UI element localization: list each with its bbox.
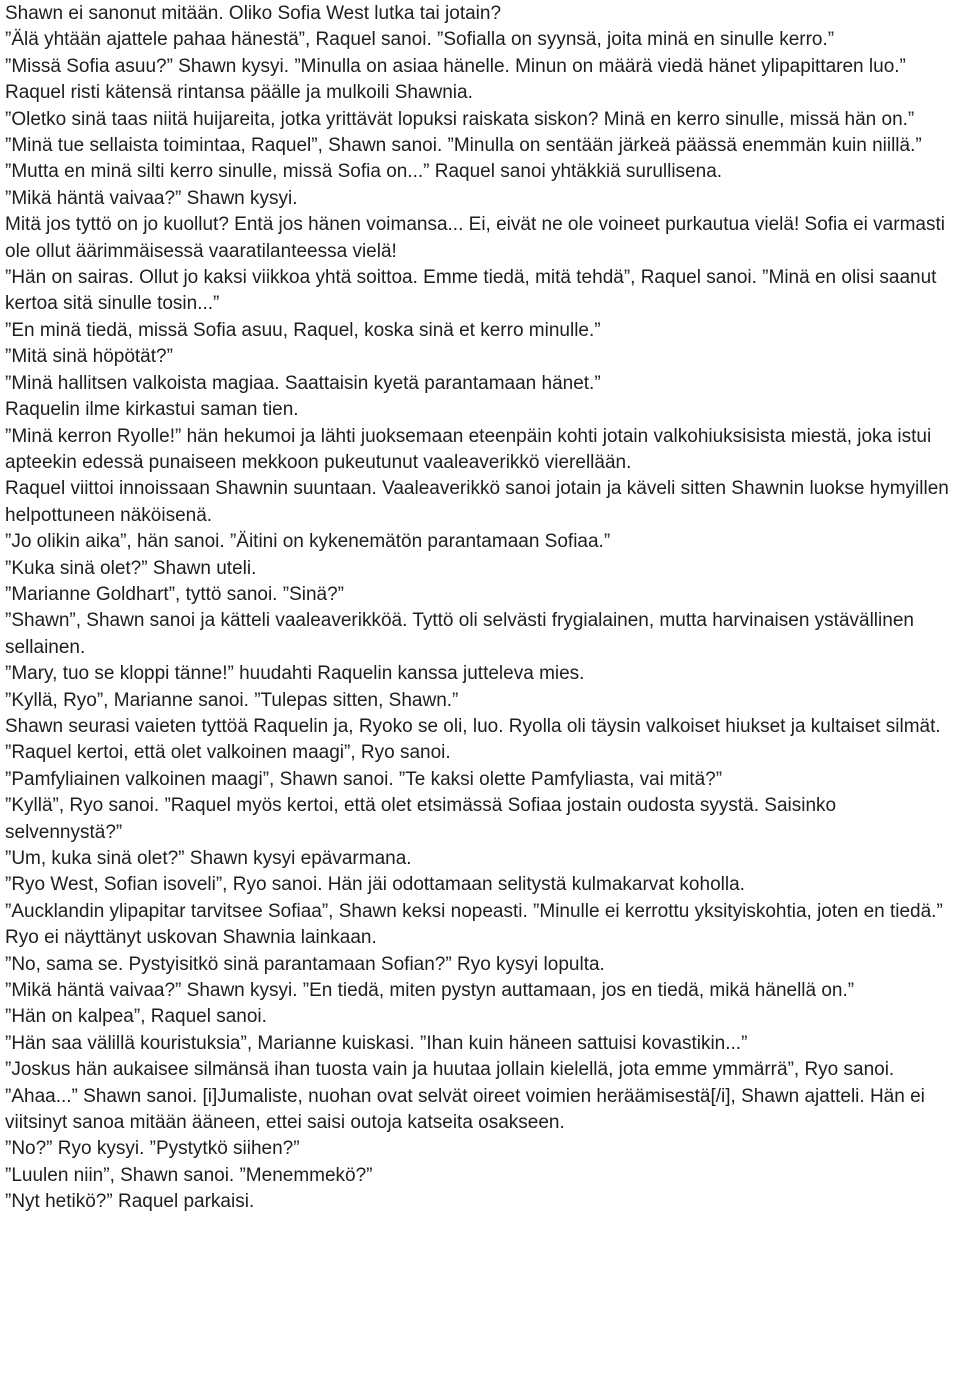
paragraph-5: ”Oletko sinä taas niitä huijareita, jotka yrittävät lopuksi raiskata siskon? Minä en kerro sinulle, missä hän on.” xyxy=(5,108,915,130)
paragraph-31: ”No, sama se. Pystyisitkö sinä parantamaan Sofian?” Ryo kysyi lopulta. xyxy=(5,953,605,975)
paragraph-32: ”Mikä häntä vaivaa?” Shawn kysyi. ”En tiedä, miten pystyn auttamaan, jos en tiedä, mikä hänellä on.” xyxy=(5,980,855,1002)
paragraph-10: ”Hän on sairas. Ollut jo kaksi viikkoa yhtä soittoa. Emme tiedä, mitä tehdä”, Raquel sanoi. ”Minä en olisi saanut kertoa sitä sinulle tosin...” xyxy=(5,267,937,315)
paragraph-3: ”Missä Sofia asuu?” Shawn kysyi. ”Minulla on asiaa hänelle. Minun on määrä viedä hänet ylipapittaren luo.” xyxy=(5,55,906,77)
paragraph-39: ”Nyt hetikö?” Raquel parkaisi. xyxy=(5,1191,255,1213)
paragraph-18: ”Kuka sinä olet?” Shawn uteli. xyxy=(5,557,257,579)
paragraph-20: ”Shawn”, Shawn sanoi ja kätteli vaaleaverikköä. Tyttö oli selvästi frygialainen, mutta harvinaisen ystävällinen sellainen. xyxy=(5,610,914,658)
paragraph-17: ”Jo olikin aika”, hän sanoi. ”Äitini on kykenemätön parantamaan Sofiaa.” xyxy=(5,531,611,553)
paragraph-34: ”Hän saa välillä kouristuksia”, Marianne kuiskasi. ”Ihan kuin häneen sattuisi kovastikin...” xyxy=(5,1032,748,1054)
paragraph-38: ”Luulen niin”, Shawn sanoi. ”Menemmekö?” xyxy=(5,1164,373,1186)
paragraph-13: ”Minä hallitsen valkoista magiaa. Saattaisin kyetä parantamaan hänet.” xyxy=(5,372,601,394)
paragraph-1: Shawn ei sanonut mitään. Oliko Sofia West lutka tai jotain? xyxy=(5,3,502,24)
paragraph-6: ”Minä tue sellaista toimintaa, Raquel”, Shawn sanoi. ”Minulla on sentään järkeä päässä enemmän kuin niillä.” xyxy=(5,135,922,157)
paragraph-25: ”Pamfyliainen valkoinen maagi”, Shawn sanoi. ”Te kaksi olette Pamfyliasta, vai mitä?” xyxy=(5,768,723,790)
paragraph-4: Raquel risti kätensä rintansa päälle ja mulkoili Shawnia. xyxy=(5,82,473,104)
paragraph-28: ”Ryo West, Sofian isoveli”, Ryo sanoi. Hän jäi odottamaan selitystä kulmakarvat koholla. xyxy=(5,874,745,896)
paragraph-12: ”Mitä sinä höpötät?” xyxy=(5,346,173,368)
paragraph-35: ”Joskus hän aukaisee silmänsä ihan tuosta vain ja huutaa jollain kielellä, jota emme ymmärrä”, Ryo sanoi. xyxy=(5,1059,895,1081)
paragraph-8: ”Mikä häntä vaivaa?” Shawn kysyi. xyxy=(5,187,298,209)
paragraph-21: ”Mary, tuo se kloppi tänne!” huudahti Raquelin kanssa jutteleva mies. xyxy=(5,663,585,685)
paragraph-2: ”Älä yhtään ajattele pahaa hänestä”, Raquel sanoi. ”Sofialla on syynsä, joita minä en sinulle kerro.” xyxy=(5,29,835,51)
paragraph-7: ”Mutta en minä silti kerro sinulle, missä Sofia on...” Raquel sanoi yhtäkkiä surullisena. xyxy=(5,161,723,183)
paragraph-22: ”Kyllä, Ryo”, Marianne sanoi. ”Tulepas sitten, Shawn.” xyxy=(5,689,459,711)
paragraph-24: ”Raquel kertoi, että olet valkoinen maagi”, Ryo sanoi. xyxy=(5,742,451,764)
paragraph-37: ”No?” Ryo kysyi. ”Pystytkö siihen?” xyxy=(5,1138,300,1160)
paragraph-26: ”Kyllä”, Ryo sanoi. ”Raquel myös kertoi, että olet etsimässä Sofiaa jostain oudosta syystä. Saisinko selvennystä?” xyxy=(5,795,837,843)
paragraph-16: Raquel viittoi innoissaan Shawnin suuntaan. Vaaleaverikkö sanoi jotain ja käveli sitten Shawnin luokse hymyillen helpottuneen näköisenä. xyxy=(5,478,949,526)
paragraph-19: ”Marianne Goldhart”, tyttö sanoi. ”Sinä?” xyxy=(5,583,344,605)
paragraph-23: Shawn seurasi vaieten tyttöä Raquelin ja, Ryoko se oli, luo. Ryolla oli täysin valkoiset hiukset ja kultaiset silmät. xyxy=(5,715,941,737)
paragraph-15: ”Minä kerron Ryolle!” hän hekumoi ja lähti juoksemaan eteenpäin kohti jotain valkohiuksisista miestä, joka istui apteekin edessä punaiseen mekkoon pukeutunut vaaleaverikkö vierellään. xyxy=(5,425,932,473)
paragraph-30: Ryo ei näyttänyt uskovan Shawnia lainkaan. xyxy=(5,927,377,949)
paragraph-11: ”En minä tiedä, missä Sofia asuu, Raquel, koska sinä et kerro minulle.” xyxy=(5,319,601,341)
paragraph-29: ”Aucklandin ylipapitar tarvitsee Sofiaa”, Shawn keksi nopeasti. ”Minulle ei kerrottu yksityiskohtia, joten en tiedä.” xyxy=(5,900,943,922)
paragraph-9: Mitä jos tyttö on jo kuollut? Entä jos hänen voimansa... Ei, eivät ne ole voineet purkautua vielä! Sofia ei varmasti ole ollut äärimmäisessä vaaratilanteessa vielä! xyxy=(5,214,945,262)
paragraph-33: ”Hän on kalpea”, Raquel sanoi. xyxy=(5,1006,267,1028)
paragraph-14: Raquelin ilme kirkastui saman tien. xyxy=(5,399,299,421)
paragraph-36: ”Ahaa...” Shawn sanoi. [i]Jumaliste, nuohan ovat selvät oireet voimien heräämisestä[/i], Shawn ajatteli. Hän ei viitsinyt sanoa mitään ääneen, ettei saisi outoja katseita osakseen. xyxy=(5,1085,925,1134)
paragraph-27: ”Um, kuka sinä olet?” Shawn kysyi epävarmana. xyxy=(5,848,412,869)
